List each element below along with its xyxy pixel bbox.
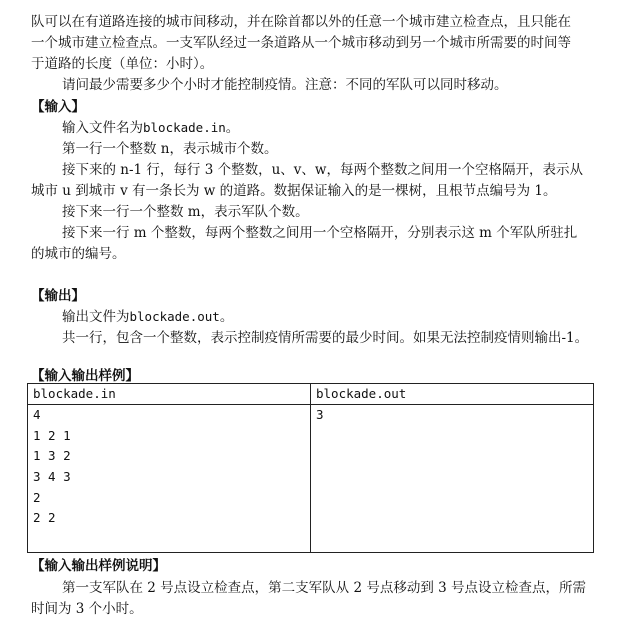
input-line-1: 第一行一个整数 n，表示城市个数。 — [62, 141, 278, 157]
output-filename-suffix: 。 — [219, 309, 234, 325]
input-filename: blockade.in — [143, 120, 226, 135]
intro-line-3: 于道路的长度（单位：小时）。 — [31, 56, 214, 72]
output-heading: 【输出】 — [31, 288, 85, 304]
input-filename-prefix: 输入文件名为 — [62, 120, 143, 136]
explanation-line-2: 时间为 3 个小时。 — [31, 601, 143, 617]
samples-heading: 【输入输出样例】 — [31, 368, 139, 384]
intro-line-4: 请问最少需要多少个小时才能控制疫情。注意：不同的军队可以同时移动。 — [62, 77, 508, 93]
explanation-line-1: 第一支军队在 2 号点设立检查点，第二支军队从 2 号点移动到 3 号点设立检查点，所需 — [62, 580, 587, 596]
input-filename-suffix: 。 — [225, 120, 240, 136]
sample-in-line: 4 — [33, 407, 41, 422]
sample-in-line: 1 2 1 — [33, 427, 71, 443]
samples-in-cell — [28, 405, 311, 553]
intro-line-2: 一个城市建立检查点。一支军队经过一条道路从一个城市移动到另一个城市所需要的时间等 — [31, 35, 571, 51]
sample-in-line: 1 3 2 — [33, 448, 71, 464]
samples-out-cell — [311, 405, 594, 553]
samples-col-out: blockade.out — [311, 384, 594, 405]
input-filename-line — [62, 116, 603, 136]
input-line-5: 接下来一行 m 个整数，每两个整数之间用一个空格隔开，分别表示这 m 个军队所驻扎 — [62, 225, 578, 241]
input-heading: 【输入】 — [31, 99, 85, 115]
output-line: 共一行，包含一个整数，表示控制疫情所需要的最少时间。如果无法控制疫情则输出-1。 — [62, 330, 589, 346]
samples-body-row — [28, 405, 594, 553]
input-line-6: 的城市的编号。 — [31, 246, 126, 262]
sample-in-line: 3 4 3 — [33, 469, 71, 485]
samples-header-row — [28, 384, 594, 405]
sample-in-line: 2 2 — [33, 510, 56, 526]
intro-line-1: 队可以在有道路连接的城市间移动，并在除首都以外的任意一个城市建立检查点，且只能在 — [31, 14, 571, 30]
output-filename-line — [62, 305, 603, 325]
sample-out-line: 3 — [316, 407, 324, 422]
input-line-2: 接下来的 n-1 行，每行 3 个整数，u、v、w，每两个整数之间用一个空格隔开，表示从 — [62, 162, 583, 178]
samples-table — [27, 383, 594, 553]
explanation-heading: 【输入输出样例说明】 — [31, 558, 166, 574]
input-line-3: 城市 u 到城市 v 有一条长为 w 的道路。数据保证输入的是一棵树，且根节点编号为 1。 — [31, 183, 557, 199]
output-filename-prefix: 输出文件为 — [62, 309, 130, 325]
samples-col-in: blockade.in — [28, 384, 311, 405]
output-filename: blockade.out — [129, 309, 220, 324]
sample-in-line: 2 — [33, 489, 41, 505]
input-line-4: 接下来一行一个整数 m，表示军队个数。 — [62, 204, 309, 220]
